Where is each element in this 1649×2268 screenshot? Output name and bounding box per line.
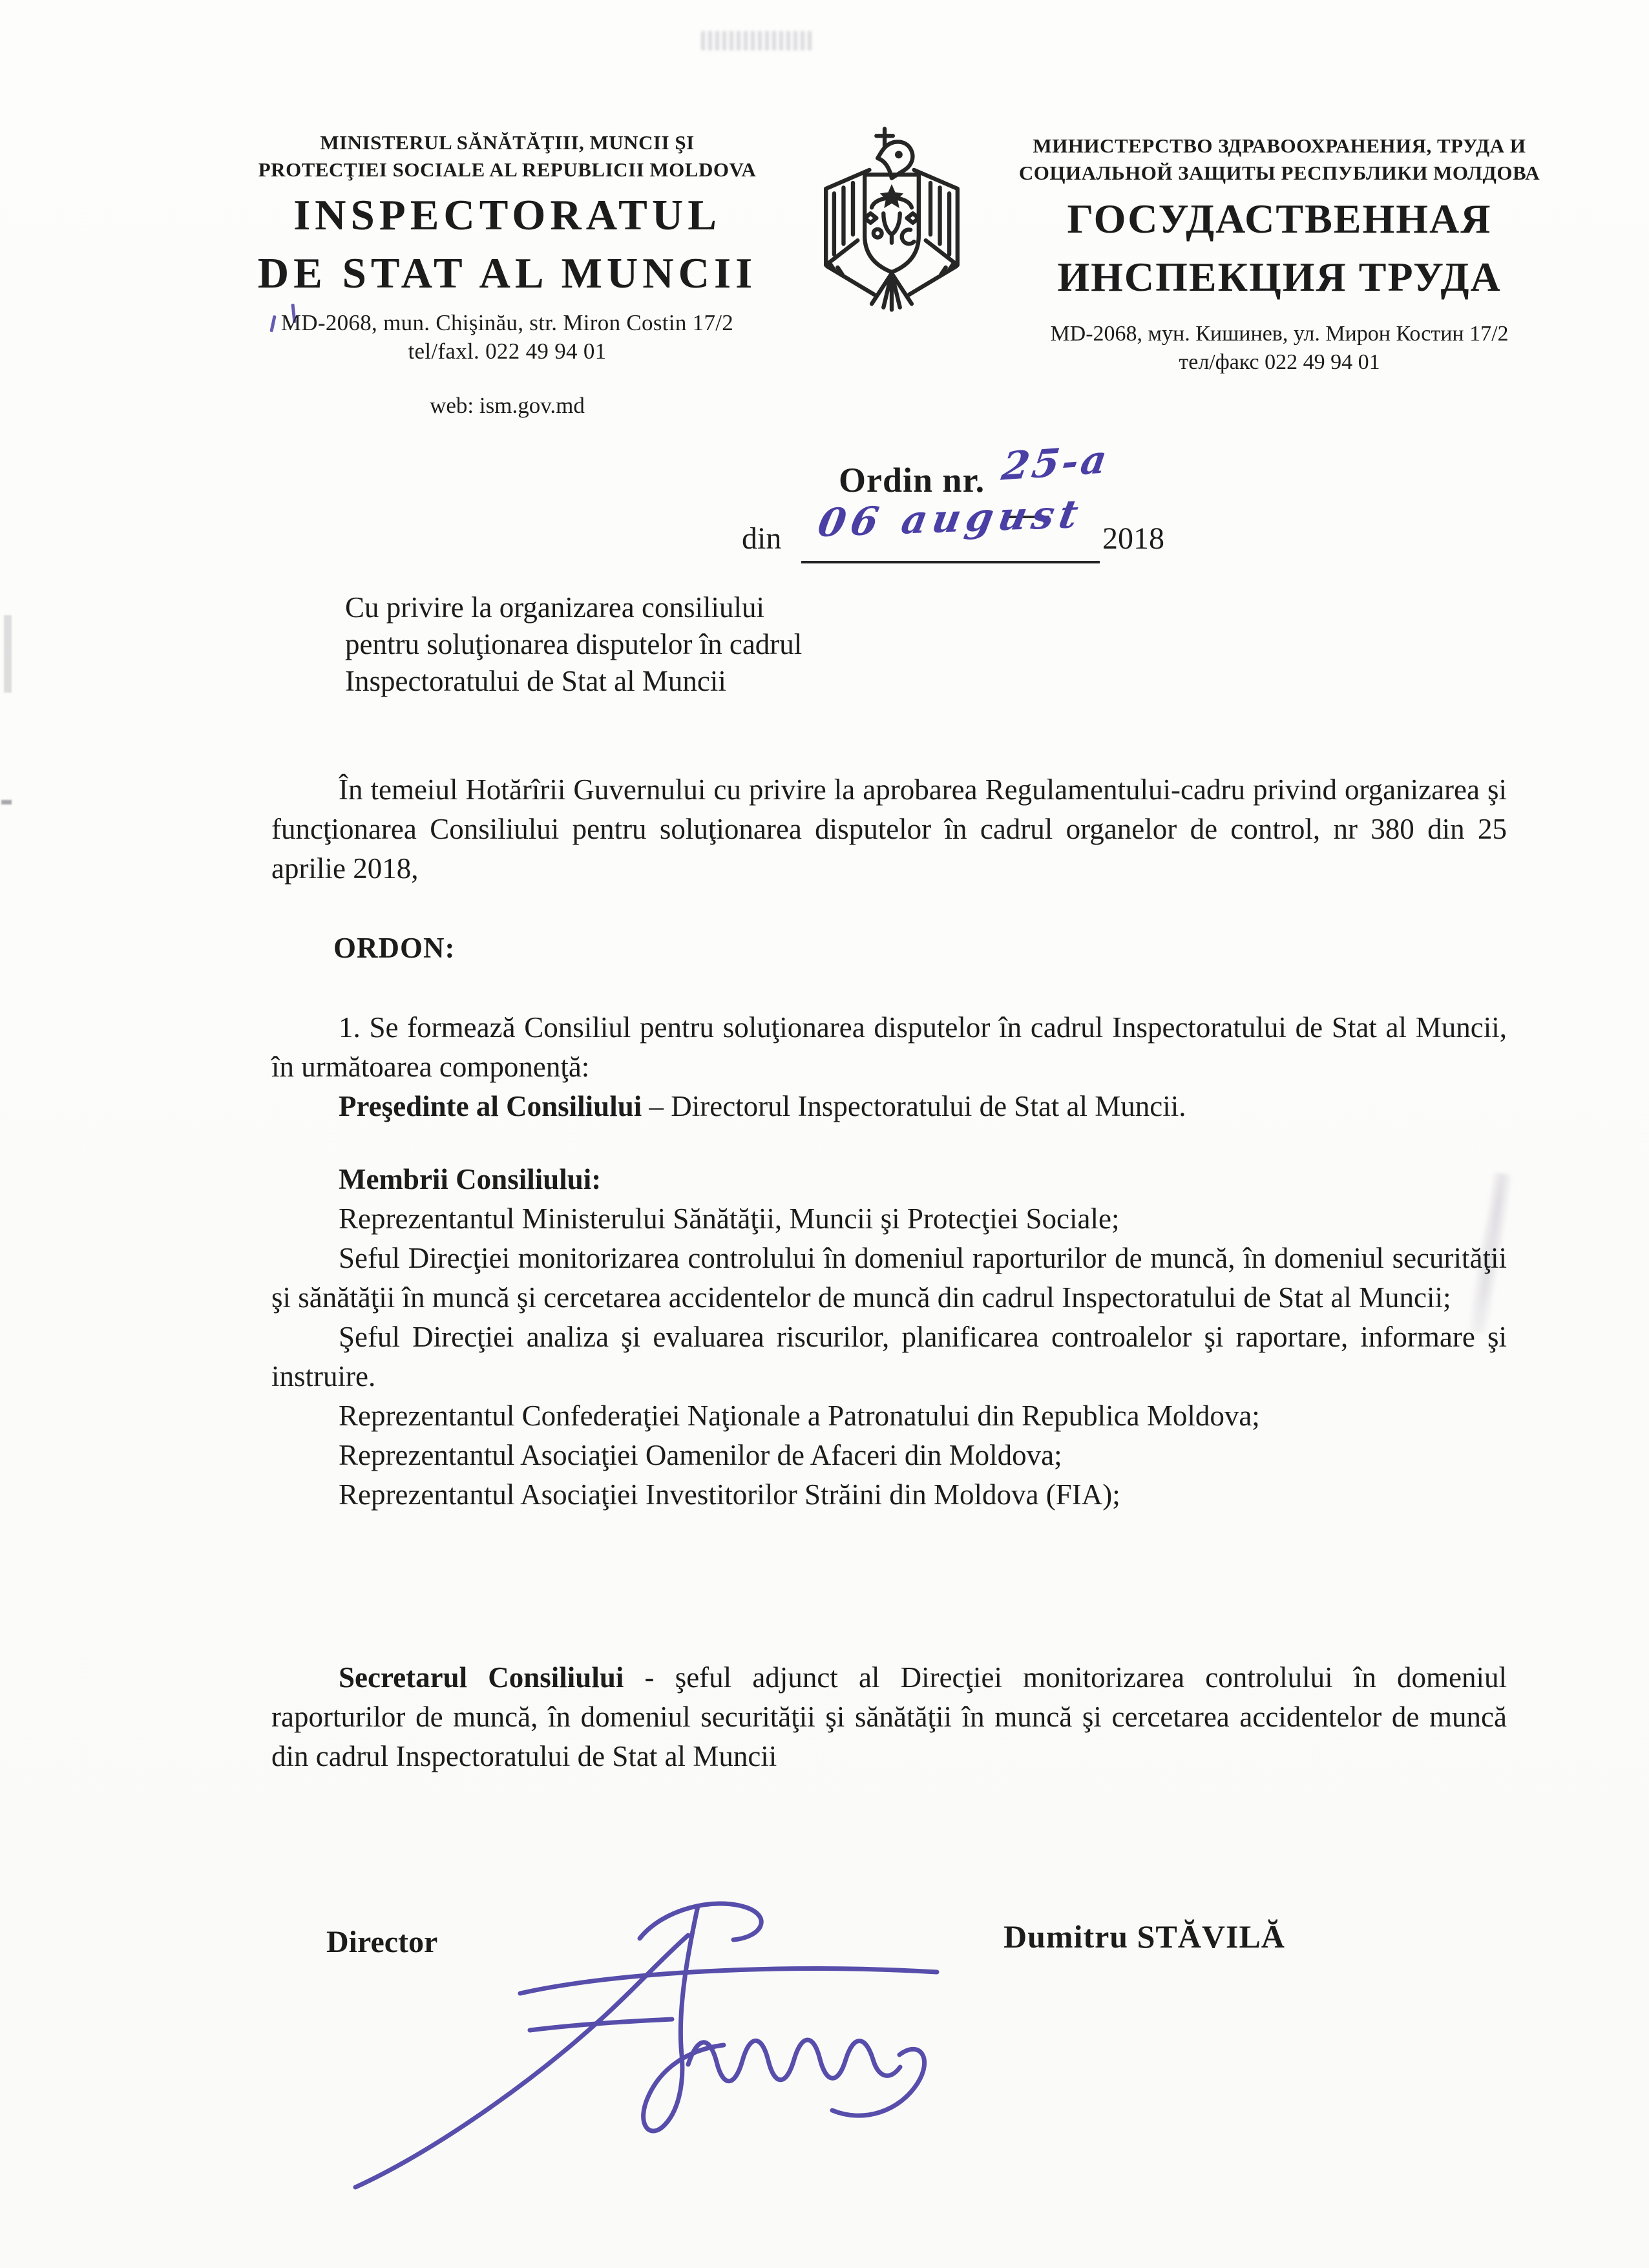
- org-name-ro-line1: INSPECTORATUL: [293, 191, 721, 239]
- subject-line-1: Cu privire la organizarea consiliului: [345, 591, 764, 624]
- members-heading: Membrii Consiliului:: [339, 1163, 602, 1195]
- scan-edge-shadow: [4, 615, 12, 693]
- address-ru: MD-2068, мун. Кишинев, ул. Мирон Костин 17/2: [1050, 322, 1509, 346]
- member-item-2: Seful Direcţiei monitorizarea controlului în domeniul raporturilor de muncă, în domeniul securităţii şi sănătăţii în muncă şi cercetarea accidentelor de muncă din cadrul Inspectoratului de Stat al Muncii;: [271, 1242, 1507, 1314]
- ordon-heading: ORDON:: [333, 932, 456, 964]
- member-item-4: Reprezentantul Confederaţiei Naţionale a Patronatului din Republica Moldova;: [339, 1400, 1260, 1432]
- subject-line-3: Inspectoratului de Stat al Muncii: [345, 665, 726, 697]
- date-din-label: din: [742, 521, 782, 556]
- member-item-3: Şeful Direcţiei analiza şi evaluarea riscurilor, planificarea controalelor şi raportare, informare şi instruire.: [271, 1321, 1507, 1392]
- org-name-ro-line2: DE STAT AL MUNCII: [257, 249, 757, 297]
- secretary-value: şeful adjunct al Direcţiei monitorizarea controlului în domeniul raporturilor de muncă, în domeniul securităţii şi sănătăţii în muncă şi cercetarea accidentelor de muncă din cadrul Inspectoratului de Stat al Muncii: [271, 1661, 1507, 1772]
- scan-smudge-top: [701, 31, 814, 50]
- scan-edge-speck: [1, 800, 12, 804]
- header-right-org-block: [1008, 132, 1551, 377]
- secretary-label: Secretarul Consiliului -: [339, 1661, 655, 1694]
- website: web: ism.gov.md: [430, 393, 585, 418]
- date-year: 2018: [1102, 521, 1164, 556]
- phone-ro: tel/faxl. 022 49 94 01: [408, 339, 607, 364]
- ministry-name-ro-line2: PROTECŢIEI SOCIALE AL REPUBLICII MOLDOVA: [258, 158, 757, 181]
- preamble-paragraph: În temeiul Hotărîrii Guvernului cu privire la aprobarea Regulamentului-cadru privind organizarea şi funcţionarea Consiliului pentru soluţionarea disputelor în cadrul organelor de control, nr 380 din 25 aprilie 2018,: [271, 773, 1507, 885]
- member-item-6: Reprezentantul Asociaţiei Investitorilor Străini din Moldova (FIA);: [339, 1478, 1120, 1511]
- address-ro: MD-2068, mun. Chişinău, str. Miron Costin 17/2: [280, 310, 734, 335]
- subject-line-2: pentru soluţionarea disputelor în cadrul: [345, 628, 803, 660]
- ministry-name-ru-line2: СОЦИАЛЬНОЙ ЗАЩИТЫ РЕСПУБЛИКИ МОЛДОВА: [1018, 162, 1540, 184]
- date-handwritten: 06 august: [814, 491, 1087, 547]
- director-signature-ink: [336, 1861, 995, 2197]
- signature-name: Dumitru STĂVILĂ: [1003, 1918, 1285, 1955]
- moldova-coat-of-arms-icon: [803, 118, 981, 312]
- order-number-handwritten: 25-a: [999, 437, 1113, 490]
- phone-ru: тел/факс 022 49 94 01: [1179, 350, 1380, 374]
- member-item-1: Reprezentantul Ministerului Sănătăţii, Muncii şi Protecţiei Sociale;: [339, 1202, 1120, 1235]
- member-item-5: Reprezentantul Asociaţiei Oamenilor de Afaceri din Moldova;: [339, 1439, 1062, 1471]
- subject-block: [345, 589, 959, 700]
- org-name-ru-line1: ГОСУДАСТВЕННАЯ: [1067, 196, 1492, 242]
- secretary-paragraph: [271, 1658, 1507, 1776]
- ministry-name-ro-line1: MINISTERUL SĂNĂTĂŢIII, MUNCII ŞI: [320, 131, 695, 154]
- header-left-org-block: [255, 129, 759, 419]
- president-line: [271, 1087, 1507, 1126]
- order-number-label: Ordin nr.: [839, 461, 985, 499]
- signature-role-label: Director: [326, 1925, 438, 1959]
- item-1-paragraph: 1. Se formează Consiliul pentru soluţionarea disputelor în cadrul Inspectoratului de Stat al Muncii, în următoarea componenţă:: [271, 1011, 1507, 1083]
- president-label: Preşedinte al Consiliului: [339, 1090, 642, 1122]
- date-underline: [801, 561, 1100, 563]
- ministry-name-ru-line1: МИНИСТЕРСТВО ЗДРАВООХРАНЕНИЯ, ТРУДА И: [1033, 134, 1526, 157]
- org-name-ru-line2: ИНСПЕКЦИЯ ТРУДА: [1057, 254, 1502, 300]
- order-body: [271, 770, 1507, 1776]
- president-value: – Directorul Inspectoratului de Stat al Muncii.: [642, 1090, 1186, 1122]
